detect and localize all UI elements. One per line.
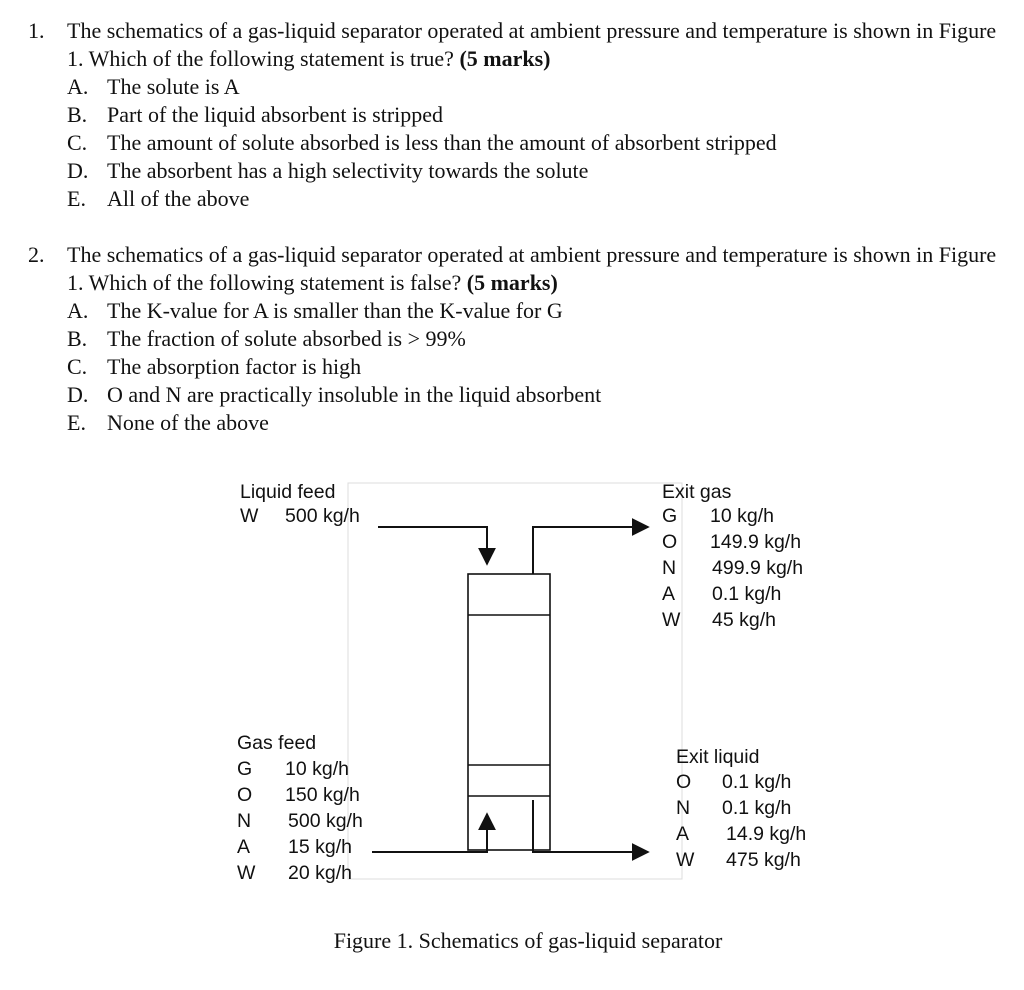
liquid-feed-label: Liquid feed xyxy=(240,481,336,503)
gas-feed-label: Gas feed xyxy=(237,732,317,754)
exit-liquid-label: Exit liquid xyxy=(676,746,760,768)
marks: (5 marks) xyxy=(459,46,551,71)
question-number: 1. xyxy=(28,18,45,43)
marks: (5 marks) xyxy=(466,270,558,295)
question-number: 2. xyxy=(28,242,45,267)
question-text: The schematics of a gas-liquid separator operated at ambient pressure and temperature is shown in Figure 1. Which of the following statement is true? (5 marks) xyxy=(67,18,997,71)
exit-gas-label: Exit gas xyxy=(662,481,732,503)
question-text: The schematics of a gas-liquid separator operated at ambient pressure and temperature is shown in Figure 1. Which of the following statement is false? (5 marks) xyxy=(67,242,997,295)
exit-gas-line xyxy=(533,527,648,574)
liquid-feed-line xyxy=(378,527,487,564)
figure-caption: Figure 1. Schematics of gas-liquid separator xyxy=(333,928,723,953)
